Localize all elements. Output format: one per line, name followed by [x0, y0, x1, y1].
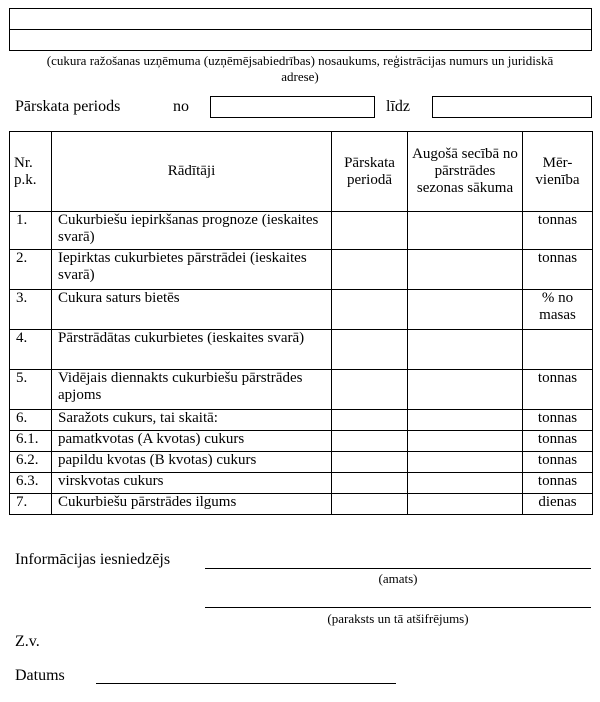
- table-row: [10, 370, 593, 410]
- position-line[interactable]: [205, 568, 591, 569]
- row-unit: tonnas: [523, 452, 593, 473]
- row-cumulative-cell[interactable]: [408, 410, 523, 431]
- row-unit: % no masas: [523, 290, 593, 330]
- date-line[interactable]: [96, 683, 396, 684]
- period-label: Pārskata periods: [15, 98, 121, 115]
- table-header-row: [10, 132, 593, 212]
- row-cumulative-cell[interactable]: [408, 330, 523, 370]
- table-row: [10, 212, 593, 250]
- row-cumulative-cell[interactable]: [408, 290, 523, 330]
- period-to-label: līdz: [386, 98, 410, 115]
- company-caption: (cukura ražošanas uzņēmuma (uzņēmējsabiedrības) nosaukums, reģistrācijas numurs un juridiskā adrese): [46, 53, 554, 84]
- signature-caption: (paraksts un tā atšifrējums): [327, 611, 469, 626]
- row-unit: dienas: [523, 494, 593, 515]
- row-indicator: Iepirktas cukurbietes pārstrādei (ieskaites svarā): [52, 250, 332, 290]
- row-cumulative-cell[interactable]: [408, 431, 523, 452]
- submitter-label: Informācijas iesniedzējs: [15, 551, 171, 568]
- row-number: 7.: [10, 494, 52, 515]
- row-cumulative-cell[interactable]: [408, 452, 523, 473]
- row-number: 1.: [10, 212, 52, 250]
- table-row: [10, 494, 593, 515]
- row-unit: tonnas: [523, 410, 593, 431]
- row-unit: tonnas: [523, 212, 593, 250]
- row-number: 3.: [10, 290, 52, 330]
- col-header-cumulative: Augošā secībā no pārstrādes sezonas sākuma: [408, 132, 523, 212]
- row-indicator: papildu kvotas (B kvotas) cukurs: [52, 452, 332, 473]
- row-unit: [523, 330, 593, 370]
- table-row: [10, 330, 593, 370]
- row-indicator: Saražots cukurs, tai skaitā:: [52, 410, 332, 431]
- row-period-cell[interactable]: [332, 410, 408, 431]
- table-row: [10, 452, 593, 473]
- col-header-indicator: Rādītāji: [52, 132, 332, 212]
- signature-line[interactable]: [205, 607, 591, 608]
- col-header-nr: Nr. p.k.: [10, 132, 52, 212]
- row-cumulative-cell[interactable]: [408, 212, 523, 250]
- seal-label: Z.v.: [15, 633, 40, 650]
- row-period-cell[interactable]: [332, 290, 408, 330]
- row-period-cell[interactable]: [332, 212, 408, 250]
- indicators-table: [9, 131, 593, 515]
- table-row: [10, 250, 593, 290]
- row-number: 6.1.: [10, 431, 52, 452]
- period-from-input[interactable]: [210, 96, 375, 118]
- row-indicator: pamatkvotas (A kvotas) cukurs: [52, 431, 332, 452]
- row-unit: tonnas: [523, 473, 593, 494]
- row-unit: tonnas: [523, 370, 593, 410]
- table-row: [10, 473, 593, 494]
- row-number: 4.: [10, 330, 52, 370]
- row-number: 6.2.: [10, 452, 52, 473]
- row-number: 5.: [10, 370, 52, 410]
- row-period-cell[interactable]: [332, 250, 408, 290]
- table-row: [10, 410, 593, 431]
- row-period-cell[interactable]: [332, 370, 408, 410]
- position-caption: (amats): [378, 571, 418, 586]
- date-label: Datums: [15, 667, 65, 684]
- row-cumulative-cell[interactable]: [408, 494, 523, 515]
- col-header-unit: Mēr-vienība: [523, 132, 593, 212]
- period-to-input[interactable]: [432, 96, 592, 118]
- row-number: 6.: [10, 410, 52, 431]
- row-indicator: virskvotas cukurs: [52, 473, 332, 494]
- row-period-cell[interactable]: [332, 473, 408, 494]
- period-from-label: no: [173, 98, 189, 115]
- company-name-field-2[interactable]: [9, 29, 592, 51]
- row-indicator: Pārstrādātas cukurbietes (ieskaites svarā): [52, 330, 332, 370]
- row-indicator: Cukurbiešu pārstrādes ilgums: [52, 494, 332, 515]
- row-period-cell[interactable]: [332, 452, 408, 473]
- row-number: 6.3.: [10, 473, 52, 494]
- table-row: [10, 431, 593, 452]
- col-header-period: Pārskata periodā: [332, 132, 408, 212]
- row-period-cell[interactable]: [332, 431, 408, 452]
- table-row: [10, 290, 593, 330]
- row-indicator: Cukurbiešu iepirkšanas prognoze (ieskaites svarā): [52, 212, 332, 250]
- row-period-cell[interactable]: [332, 494, 408, 515]
- row-unit: tonnas: [523, 250, 593, 290]
- row-cumulative-cell[interactable]: [408, 370, 523, 410]
- row-indicator: Cukura saturs bietēs: [52, 290, 332, 330]
- row-number: 2.: [10, 250, 52, 290]
- company-name-field-1[interactable]: [9, 8, 592, 30]
- row-indicator: Vidējais diennakts cukurbiešu pārstrādes apjoms: [52, 370, 332, 410]
- row-cumulative-cell[interactable]: [408, 250, 523, 290]
- row-unit: tonnas: [523, 431, 593, 452]
- row-cumulative-cell[interactable]: [408, 473, 523, 494]
- row-period-cell[interactable]: [332, 330, 408, 370]
